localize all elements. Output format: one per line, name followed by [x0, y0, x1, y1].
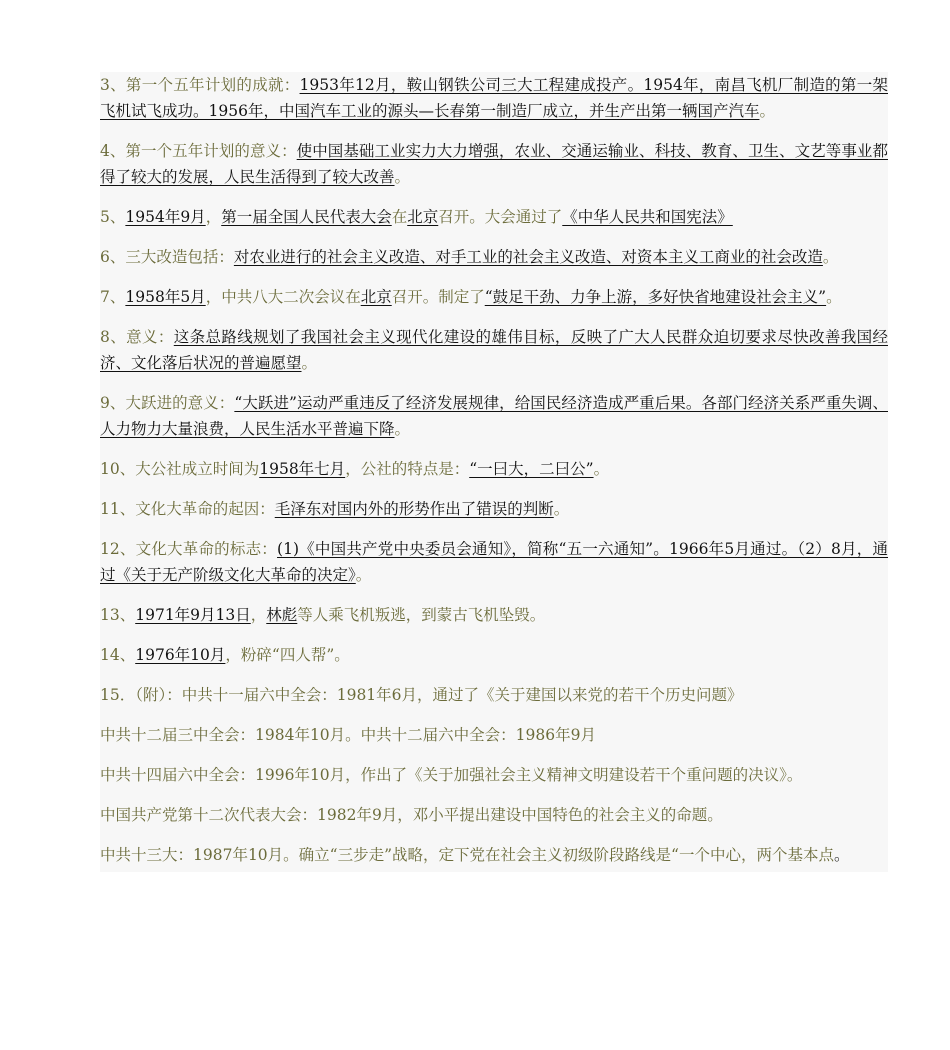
paragraph-p19	[100, 842, 888, 868]
text-segment: 。	[355, 566, 372, 584]
paragraph-p16	[100, 722, 888, 748]
key-point-text: (1)《中国共产党中央委员会通知》，简称“五一六通知”。1966年5月通过。（2）8月，通过《关于无产阶级文化大革命的决定》	[100, 540, 888, 584]
text-segment: 中共十三大：1987年10月。确立“三步走”战略，定下党在社会主义初级阶段路线是“一个中心，两个基本点	[100, 846, 834, 864]
text-segment: 。	[822, 248, 839, 266]
text-segment: 等人乘飞机叛逃，到蒙古飞机坠毁。	[297, 606, 546, 624]
text-segment: ，中共八大二次会议在	[205, 288, 361, 306]
key-point-text: “大跃进”运动严重违反了经济发展规律，给国民经济造成严重后果。各部门经济关系严重失调、人力物力大量浪费，人民生活水平普遍下降	[100, 394, 888, 438]
paragraph-p14	[100, 642, 888, 668]
paragraph-p4	[100, 138, 888, 190]
text-segment: 召开。大会通过了	[438, 208, 563, 226]
paragraph-p18	[100, 802, 888, 828]
text-segment: 11、文化大革命的起因：	[100, 500, 275, 518]
key-point-text: 《中华人民共和国宪法》	[562, 208, 733, 226]
paragraph-p5	[100, 204, 888, 230]
key-point-text: 北京	[360, 288, 392, 306]
paragraph-p12	[100, 536, 888, 588]
paragraph-p9	[100, 390, 888, 442]
text-segment: 13、	[100, 606, 136, 624]
paragraph-p13	[100, 602, 888, 628]
text-segment: 3、第一个五年计划的成就：	[100, 76, 300, 94]
document-body	[100, 72, 888, 872]
paragraph-p8	[100, 324, 888, 376]
text-segment: ，公社的特点是：	[345, 460, 470, 478]
text-segment: 4、第一个五年计划的意义：	[100, 142, 297, 160]
text-segment: 。	[394, 420, 411, 438]
key-point-text: 1971年9月13日	[135, 606, 251, 624]
paragraph-p3	[100, 72, 888, 124]
text-segment: 。	[759, 102, 775, 120]
key-point-text: 林彪	[266, 606, 298, 624]
key-point-text: 第一届全国人民代表大会	[221, 208, 392, 226]
key-point-text: 1976年10月	[135, 646, 226, 664]
key-point-text: 1958年七月	[259, 460, 346, 478]
text-segment: 8、意义：	[100, 328, 174, 346]
key-point-text: 对农业进行的社会主义改造、对手工业的社会主义改造、对资本主义工商业的社会改造	[233, 248, 823, 266]
text-segment: 召开。制定了	[391, 288, 485, 306]
text-segment: 12、文化大革命的标志：	[100, 540, 278, 558]
key-point-text: 使中国基础工业实力大力增强，农业、交通运输业、科技、教育、卫生、文艺等事业都得了较大的发展，人民生活得到了较大改善	[100, 142, 888, 186]
paragraph-p6	[100, 244, 888, 270]
text-segment: ，	[250, 606, 267, 624]
paragraph-p10	[100, 456, 888, 482]
text-segment: 5、	[100, 208, 126, 226]
text-segment: 中共十二届三中全会：1984年10月。中共十二届六中全会：1986年9月	[100, 726, 596, 744]
text-segment: 15．（附）：中共十一届六中全会：1981年6月，通过了《关于建国以来党的若干个历史问题》	[100, 686, 743, 704]
key-point-text: 1953年12月，鞍山钢铁公司三大工程建成投产。1954年，南昌飞机厂制造的第一架飞机试飞成功。1956年，中国汽车工业的源头—长春第一制造厂成立，并生产出第一辆国产汽车	[100, 76, 888, 120]
text-segment: 中共十四届六中全会：1996年10月，作出了《关于加强社会主义精神文明建设若干个重问题的决议》。	[100, 766, 803, 784]
paragraph-p7	[100, 284, 888, 310]
text-segment: ，	[205, 208, 222, 226]
text-segment: 在	[391, 208, 408, 226]
text-segment: 。	[826, 288, 842, 306]
paragraph-p15	[100, 682, 888, 708]
key-point-text: 1958年5月	[125, 288, 206, 306]
text-segment: 。	[553, 500, 570, 518]
key-point-text: “鼓足干劲、力争上游，多好快省地建设社会主义”	[484, 288, 827, 306]
key-point-text: 1954年9月	[125, 208, 206, 226]
text-segment: 10、大公社成立时间为	[100, 460, 260, 478]
text-segment: 。	[593, 460, 610, 478]
paragraph-p17	[100, 762, 888, 788]
key-point-text: 毛泽东对国内外的形势作出了错误的判断	[274, 500, 554, 518]
text-segment: 中国共产党第十二次代表大会：1982年9月，邓小平提出建设中国特色的社会主义的命题。	[100, 806, 723, 824]
text-segment: 7、	[100, 288, 126, 306]
key-point-text: 北京	[407, 208, 439, 226]
key-point-text: “一曰大，二曰公”	[469, 460, 594, 478]
text-segment: ，粉碎“四人帮”。	[225, 646, 350, 664]
text-segment: 。	[833, 846, 850, 864]
text-segment: 9、大跃进的意义：	[100, 394, 235, 412]
key-point-text: 这条总路线规划了我国社会主义现代化建设的雄伟目标，反映了广大人民群众迫切要求尽快改善我国经济、文化落后状况的普遍愿望	[100, 328, 888, 372]
paragraph-p11	[100, 496, 888, 522]
text-segment: 。	[394, 168, 411, 186]
text-segment: 14、	[100, 646, 136, 664]
text-segment: 6、三大改造包括：	[100, 248, 234, 266]
text-segment: 。	[301, 354, 318, 372]
